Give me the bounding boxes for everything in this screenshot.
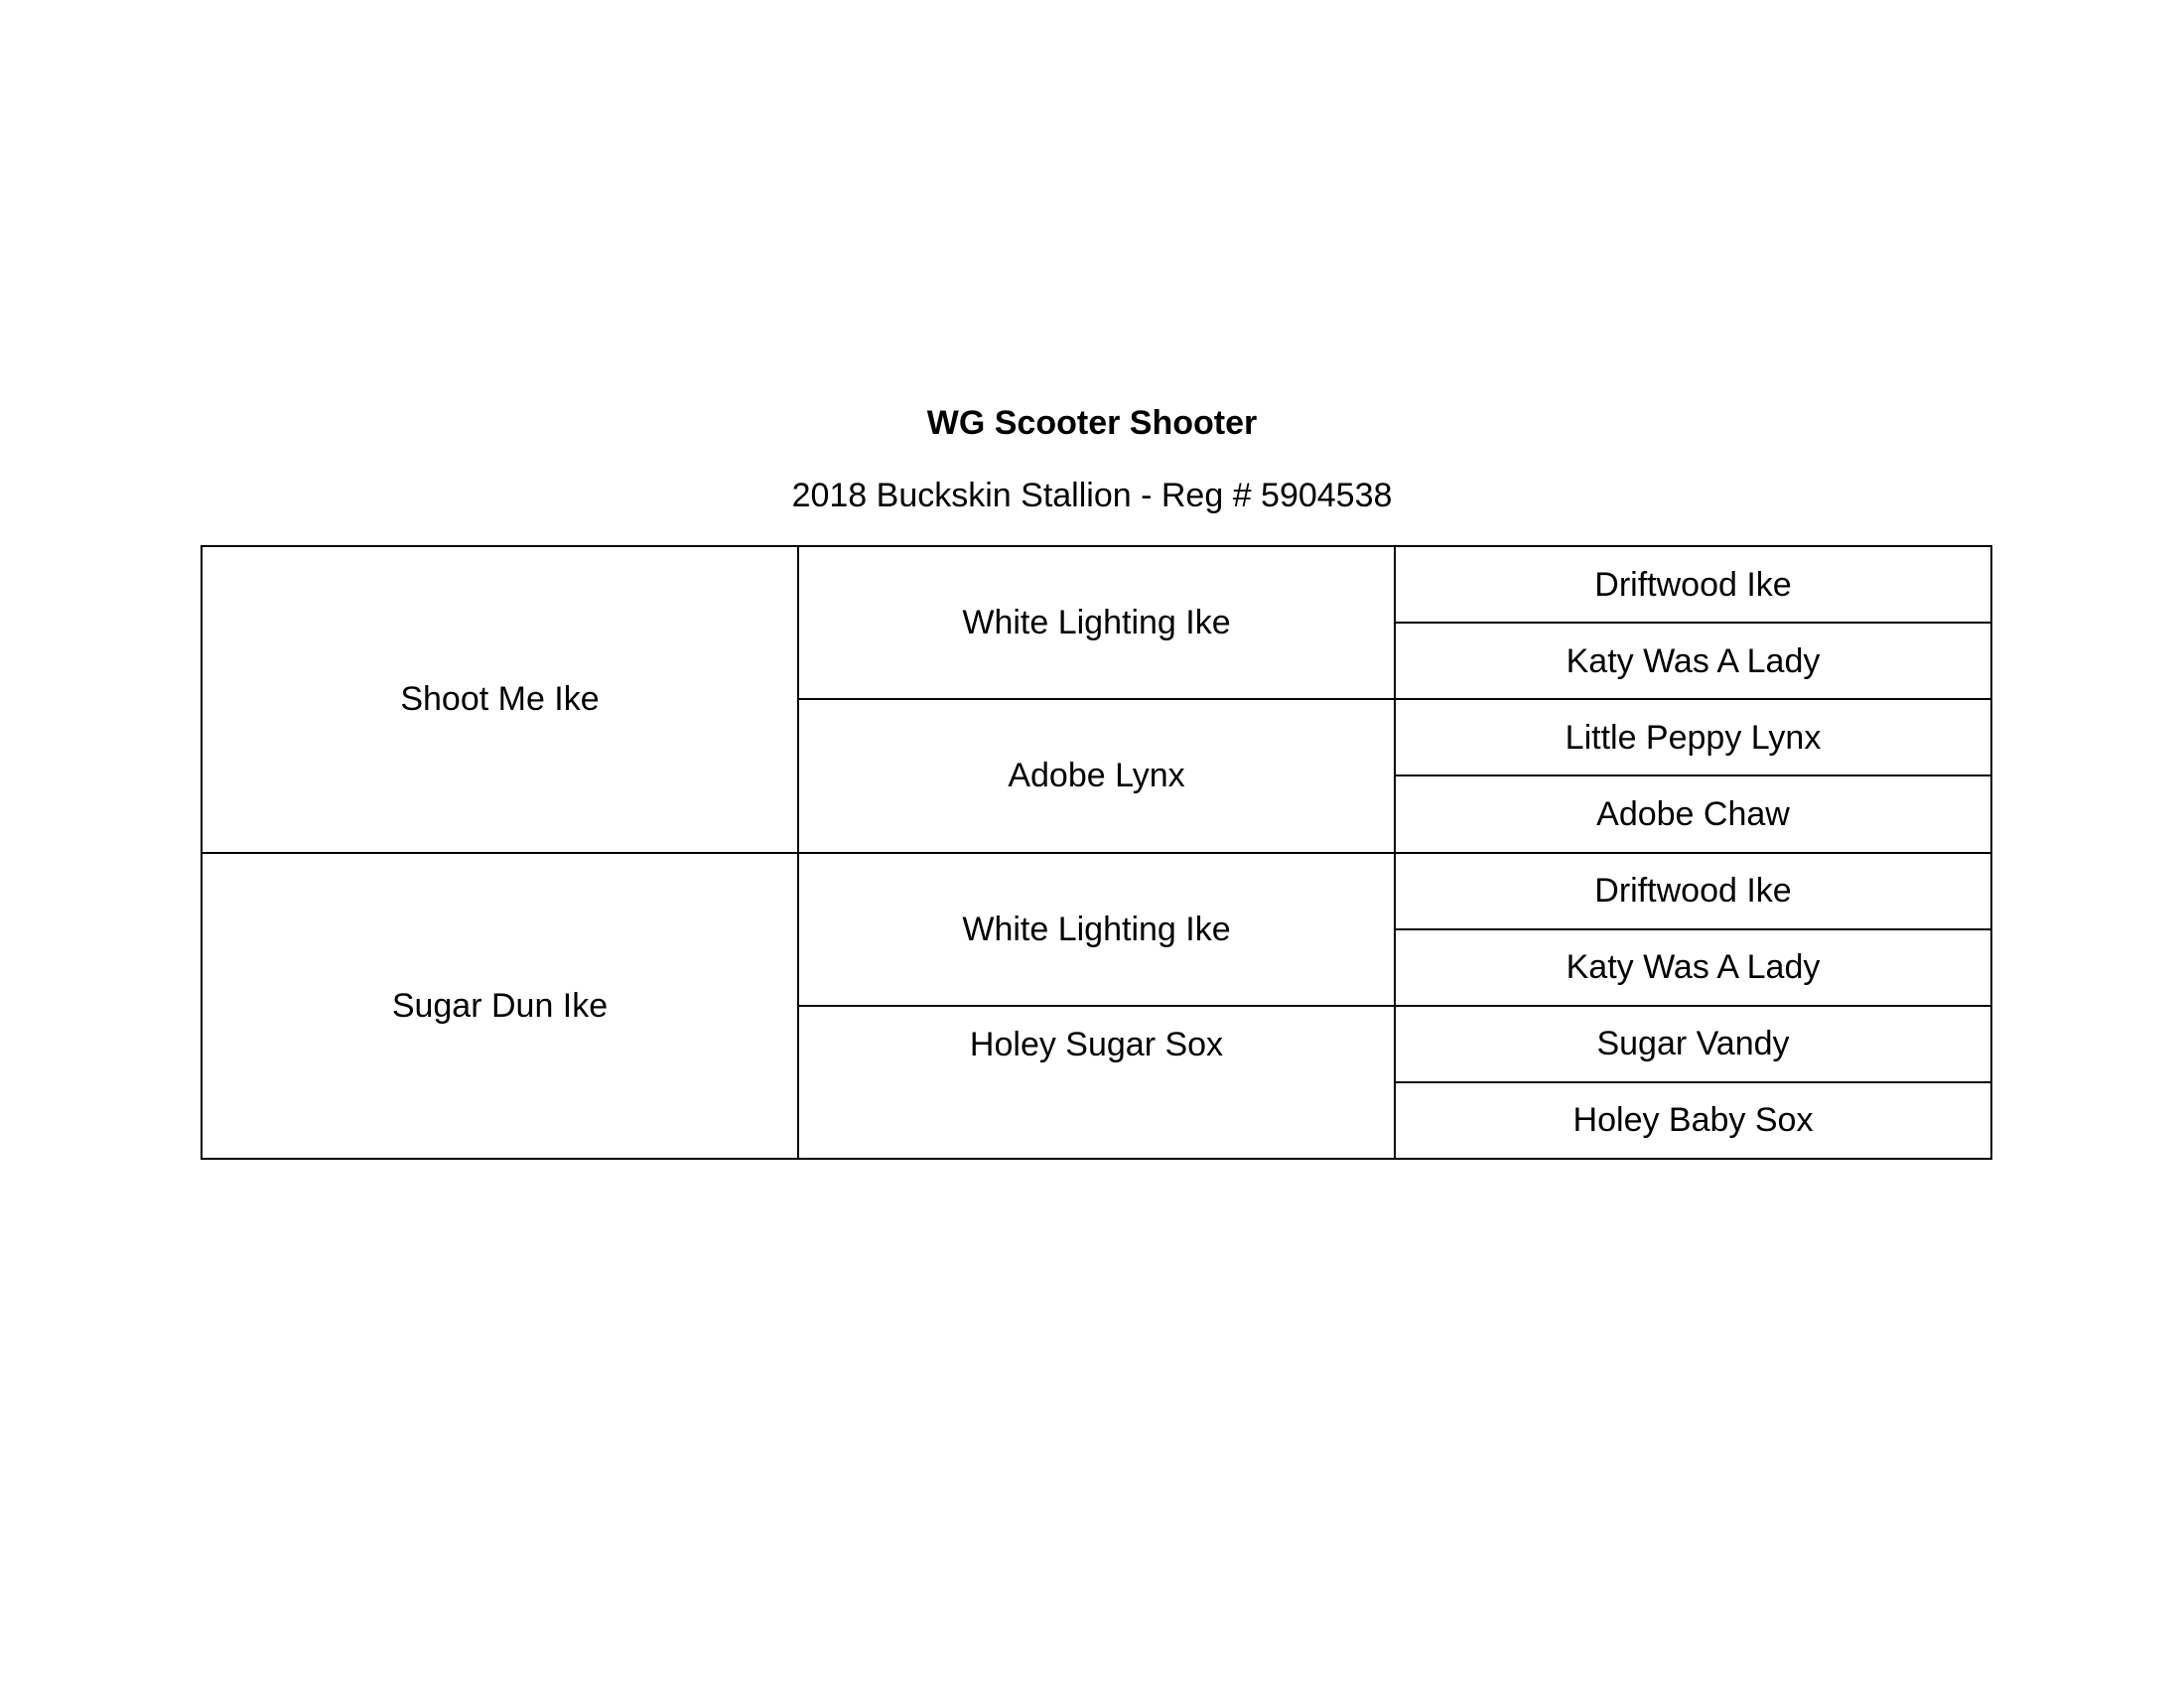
pedigree-cell-dam-sire-dam: Katy Was A Lady xyxy=(1395,929,1991,1006)
table-row xyxy=(202,546,1991,623)
pedigree-cell-dam: Sugar Dun Ike xyxy=(202,853,798,1160)
table-row xyxy=(202,853,1991,929)
pedigree-cell-sire-sire-dam: Katy Was A Lady xyxy=(1395,623,1991,699)
pedigree-cell-dam-sire-sire: Driftwood Ike xyxy=(1395,853,1991,929)
pedigree-table xyxy=(201,545,1992,1160)
pedigree-cell-sire-dam-dam: Adobe Chaw xyxy=(1395,775,1991,852)
pedigree-cell-sire-sire: White Lighting Ike xyxy=(798,546,1395,699)
pedigree-cell-dam-dam-dam: Holey Baby Sox xyxy=(1395,1082,1991,1159)
pedigree-cell-sire-sire-sire: Driftwood Ike xyxy=(1395,546,1991,623)
horse-name-title: WG Scooter Shooter xyxy=(926,404,1258,442)
horse-description-subtitle: 2018 Buckskin Stallion - Reg # 5904538 xyxy=(791,477,1393,514)
pedigree-cell-sire-dam: Adobe Lynx xyxy=(798,699,1395,852)
pedigree-cell-dam-sire: White Lighting Ike xyxy=(798,853,1395,1006)
pedigree-cell-dam-dam-sire: Sugar Vandy xyxy=(1395,1006,1991,1082)
pedigree-cell-sire-dam-sire: Little Peppy Lynx xyxy=(1395,699,1991,775)
pedigree-cell-dam-dam: Holey Sugar Sox xyxy=(798,1006,1395,1159)
pedigree-cell-sire: Shoot Me Ike xyxy=(202,546,798,853)
